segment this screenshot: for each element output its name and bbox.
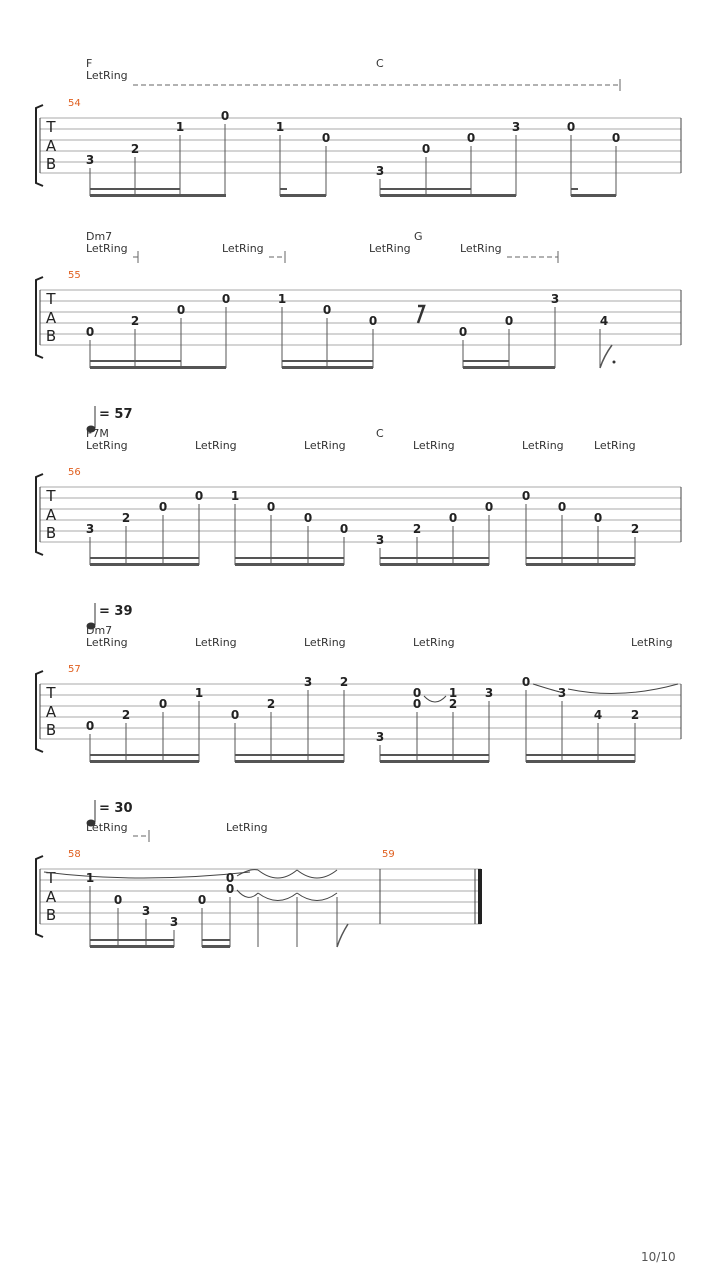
fret-number: 1 [448, 686, 458, 700]
svg-text:B: B [45, 906, 57, 924]
fret-number: 3 [550, 292, 560, 306]
fret-number: 0 [521, 489, 531, 503]
svg-text:T: T [46, 869, 56, 887]
system-54 [36, 57, 681, 197]
beams [90, 188, 616, 197]
fret-number: 3 [375, 730, 385, 744]
chord-label: F7M [86, 427, 109, 440]
fret-number: 0 [521, 675, 531, 689]
chord-label: Dm7 [86, 230, 113, 243]
svg-text:A: A [45, 309, 57, 327]
fret-number: 0 [225, 871, 235, 885]
letring-dashes [133, 830, 149, 842]
fret-number: 3 [303, 675, 313, 689]
fret-number: 0 [303, 511, 313, 525]
fret-number: 0 [466, 131, 476, 145]
letring-label: LetRing [86, 636, 128, 649]
fret-number: 0 [158, 697, 168, 711]
letring-label: LetRing [86, 439, 128, 452]
dot [613, 361, 616, 364]
note-stems [90, 124, 616, 196]
fret-number: 1 [277, 292, 287, 306]
fret-number: 0 [412, 697, 422, 711]
letring-label: LetRing [594, 439, 636, 452]
svg-text:B: B [45, 327, 57, 345]
fret-number: 0 [176, 303, 186, 317]
fret-number: 0 [322, 303, 332, 317]
note-stems [90, 504, 635, 565]
fret-number: 0 [194, 489, 204, 503]
tie [44, 872, 250, 878]
staff-lines [40, 487, 681, 542]
ties [424, 684, 678, 702]
svg-text:A: A [45, 137, 57, 155]
letring-label: LetRing [460, 242, 502, 255]
fret-number: 0 [368, 314, 378, 328]
fret-number: 0 [197, 893, 207, 907]
beams [90, 939, 230, 948]
fret-number: 0 [113, 893, 123, 907]
system-56 [36, 406, 681, 566]
fret-number: 2 [412, 522, 422, 536]
fret-number: 0 [412, 686, 422, 700]
letring-label: LetRing [304, 439, 346, 452]
system-57 [36, 603, 681, 763]
fret-number: 2 [339, 675, 349, 689]
fret-number: 2 [448, 697, 458, 711]
fret-number: 0 [230, 708, 240, 722]
tab-clef [45, 118, 56, 173]
measure-number: 54 [68, 98, 81, 109]
fret-number: 0 [593, 511, 603, 525]
system-58 [36, 800, 482, 948]
fret-number: 3 [511, 120, 521, 134]
letring-label: LetRing [522, 439, 564, 452]
svg-text:B: B [45, 524, 57, 542]
fret-number: 1 [194, 686, 204, 700]
letring-label: LetRing [86, 821, 128, 834]
fret-number: 2 [266, 697, 276, 711]
tempo-value: = 57 [99, 407, 133, 422]
fret-number: 1 [175, 120, 185, 134]
fret-number: 0 [158, 500, 168, 514]
fret-number: 1 [230, 489, 240, 503]
fret-number: 2 [630, 708, 640, 722]
fret-number: 3 [85, 522, 95, 536]
measure-number: 57 [68, 664, 81, 675]
beams [90, 754, 635, 763]
letring-label: LetRing [369, 242, 411, 255]
letring-label: LetRing [86, 242, 128, 255]
note-stems [90, 690, 635, 762]
tab-clef [45, 684, 56, 739]
measure-number: 58 [68, 849, 81, 860]
fret-number: 0 [557, 500, 567, 514]
fret-number: 2 [630, 522, 640, 536]
svg-text:A: A [45, 506, 57, 524]
chord-label: C [376, 57, 384, 70]
beams [90, 557, 635, 566]
eighth-flag [337, 924, 348, 947]
fret-number: 1 [275, 120, 285, 134]
fret-number: 3 [85, 153, 95, 167]
fret-number: 3 [557, 686, 567, 700]
letring-label: LetRing [86, 69, 128, 82]
chord-label: Dm7 [86, 624, 113, 637]
final-barline-thick [478, 869, 482, 924]
fret-number: 0 [321, 131, 331, 145]
svg-text:A: A [45, 888, 57, 906]
fret-number: 3 [169, 915, 179, 929]
svg-text:T: T [46, 684, 56, 702]
fret-number: 4 [593, 708, 603, 722]
fret-number: 0 [421, 142, 431, 156]
fret-number: 0 [339, 522, 349, 536]
fret-number: 3 [375, 164, 385, 178]
chord-label: C [376, 427, 384, 440]
fret-number: 0 [85, 325, 95, 339]
fret-number: 2 [130, 142, 140, 156]
fret-number: 0 [504, 314, 514, 328]
svg-text:B: B [45, 155, 57, 173]
tab-clef [45, 290, 56, 345]
letring-label: LetRing [413, 636, 455, 649]
ties [237, 870, 337, 901]
fret-number: 0 [220, 109, 230, 123]
measure-number: 59 [382, 849, 395, 860]
fret-number: 0 [221, 292, 231, 306]
fret-number: 2 [121, 511, 131, 525]
fret-number: 0 [85, 719, 95, 733]
tempo-value: = 39 [99, 604, 133, 619]
fret-number: 0 [225, 882, 235, 896]
letring-label: LetRing [304, 636, 346, 649]
fret-number: 4 [599, 314, 609, 328]
system-55 [36, 230, 681, 369]
svg-text:T: T [46, 118, 56, 136]
fret-number: 0 [484, 500, 494, 514]
fret-number: 0 [611, 131, 621, 145]
page-number: 10/10 [641, 1250, 676, 1264]
chord-label: F [86, 57, 93, 70]
svg-text:B: B [45, 721, 57, 739]
fret-number: 0 [566, 120, 576, 134]
fret-number: 1 [85, 871, 95, 885]
fret-number: 2 [121, 708, 131, 722]
beams [90, 360, 555, 369]
tab-clef [45, 487, 56, 542]
tempo-value: = 30 [99, 801, 133, 816]
svg-text:T: T [46, 290, 56, 308]
fret-number: 0 [458, 325, 468, 339]
fret-number: 0 [266, 500, 276, 514]
rest-icon [418, 306, 424, 323]
letring-label: LetRing [195, 636, 237, 649]
svg-text:T: T [46, 487, 56, 505]
chord-label: G [414, 230, 423, 243]
fret-number: 3 [141, 904, 151, 918]
measure-number: 55 [68, 270, 81, 281]
letring-label: LetRing [413, 439, 455, 452]
note-stems [90, 307, 600, 368]
letring-label: LetRing [222, 242, 264, 255]
letring-label: LetRing [195, 439, 237, 452]
tab-clef [45, 869, 56, 924]
svg-text:A: A [45, 703, 57, 721]
eighth-flag [600, 345, 612, 368]
fret-number: 3 [375, 533, 385, 547]
letring-label: LetRing [226, 821, 268, 834]
fret-number: 0 [448, 511, 458, 525]
fret-number: 3 [484, 686, 494, 700]
measure-number: 56 [68, 467, 81, 478]
fret-number: 2 [130, 314, 140, 328]
letring-label: LetRing [631, 636, 673, 649]
